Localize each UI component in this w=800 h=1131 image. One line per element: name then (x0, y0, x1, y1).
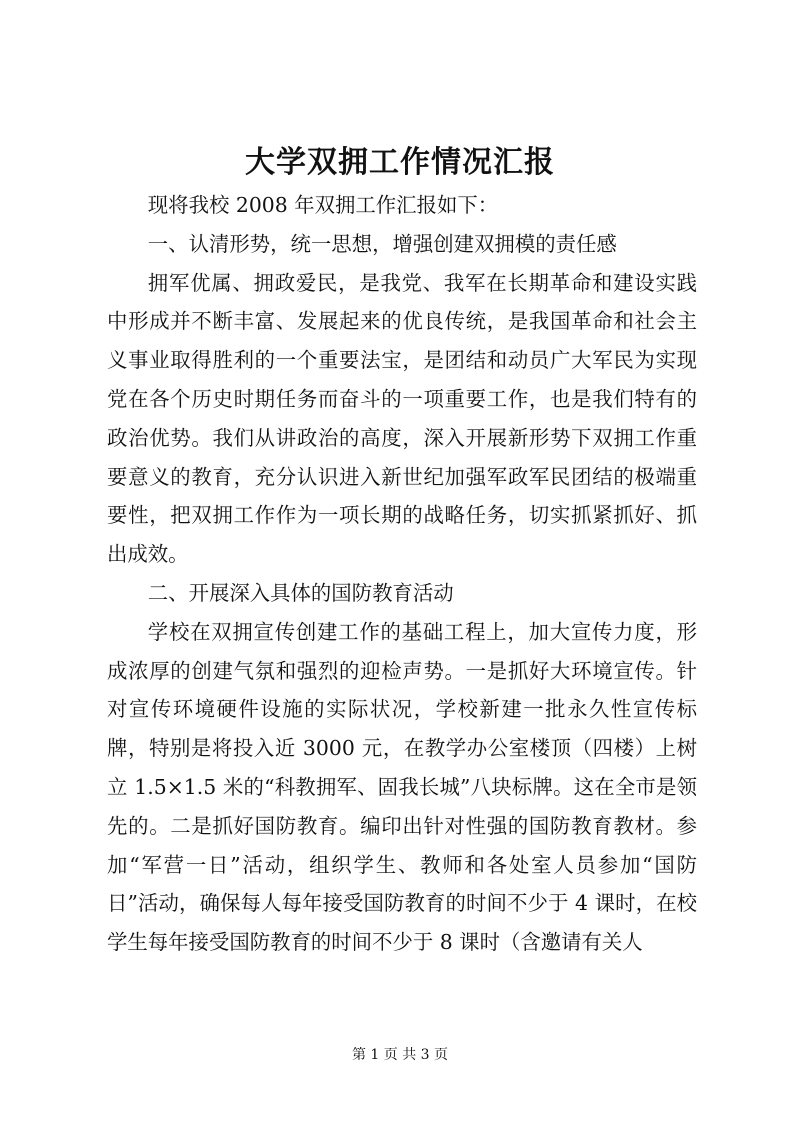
page-footer: 第 1 页 共 3 页 (351, 1047, 449, 1063)
body-paragraph-1: 拥军优属、拥政爱民，是我党、我军在长期革命和建设实践中形成并不断丰富、发展起来的优良传统，是我国革命和社会主义事业取得胜利的一个重要法宝，是团结和动员广大军民为实现党在各个历史时期任务而奋斗的一项重要工作，也是我们特有的政治优势。我们从讲政治的高度，深入开展新形势下双拥工作重要意义的教育，充分认识进入新世纪加强军政军民团结的极端重要性，把双拥工作作为一项长期的战略任务，切实抓紧抓好、抓出成效。 (107, 270, 697, 567)
intro-paragraph: 现将我校 2008 年双拥工作汇报如下： (147, 193, 499, 217)
document-title: 大学双拥工作情况汇报 (245, 145, 555, 180)
section-heading-2: 二、开展深入具体的国防教育活动 (147, 580, 454, 605)
document-body (107, 186, 697, 962)
section-heading-1: 一、认清形势，统一思想，增强创建双拥模的责任感 (147, 231, 617, 256)
body-paragraph-2: 学校在双拥宣传创建工作的基础工程上，加大宣传力度，形成浓厚的创建气氛和强烈的迎检声势。一是抓好大环境宣传。针对宣传环境硬件设施的实际状况，学校新建一批永久性宣传标牌，特别是将投入近 3000 元，在教学办公室楼顶（四楼）上树立 1.5×1.5 米的“科教拥军、固我长城”八块标牌。这在全市是领先的。二是抓好国防教育。编印出针对性强的国防教育教材。参加“军营一日”活动，组织学生、教师和各处室人员参加“国防日”活动，确保每人每年接受国防教育的时间不少于 4 课时，在校学生每年接受国防教育的时间不少于 8 课时（含邀请有关人 (107, 619, 697, 955)
